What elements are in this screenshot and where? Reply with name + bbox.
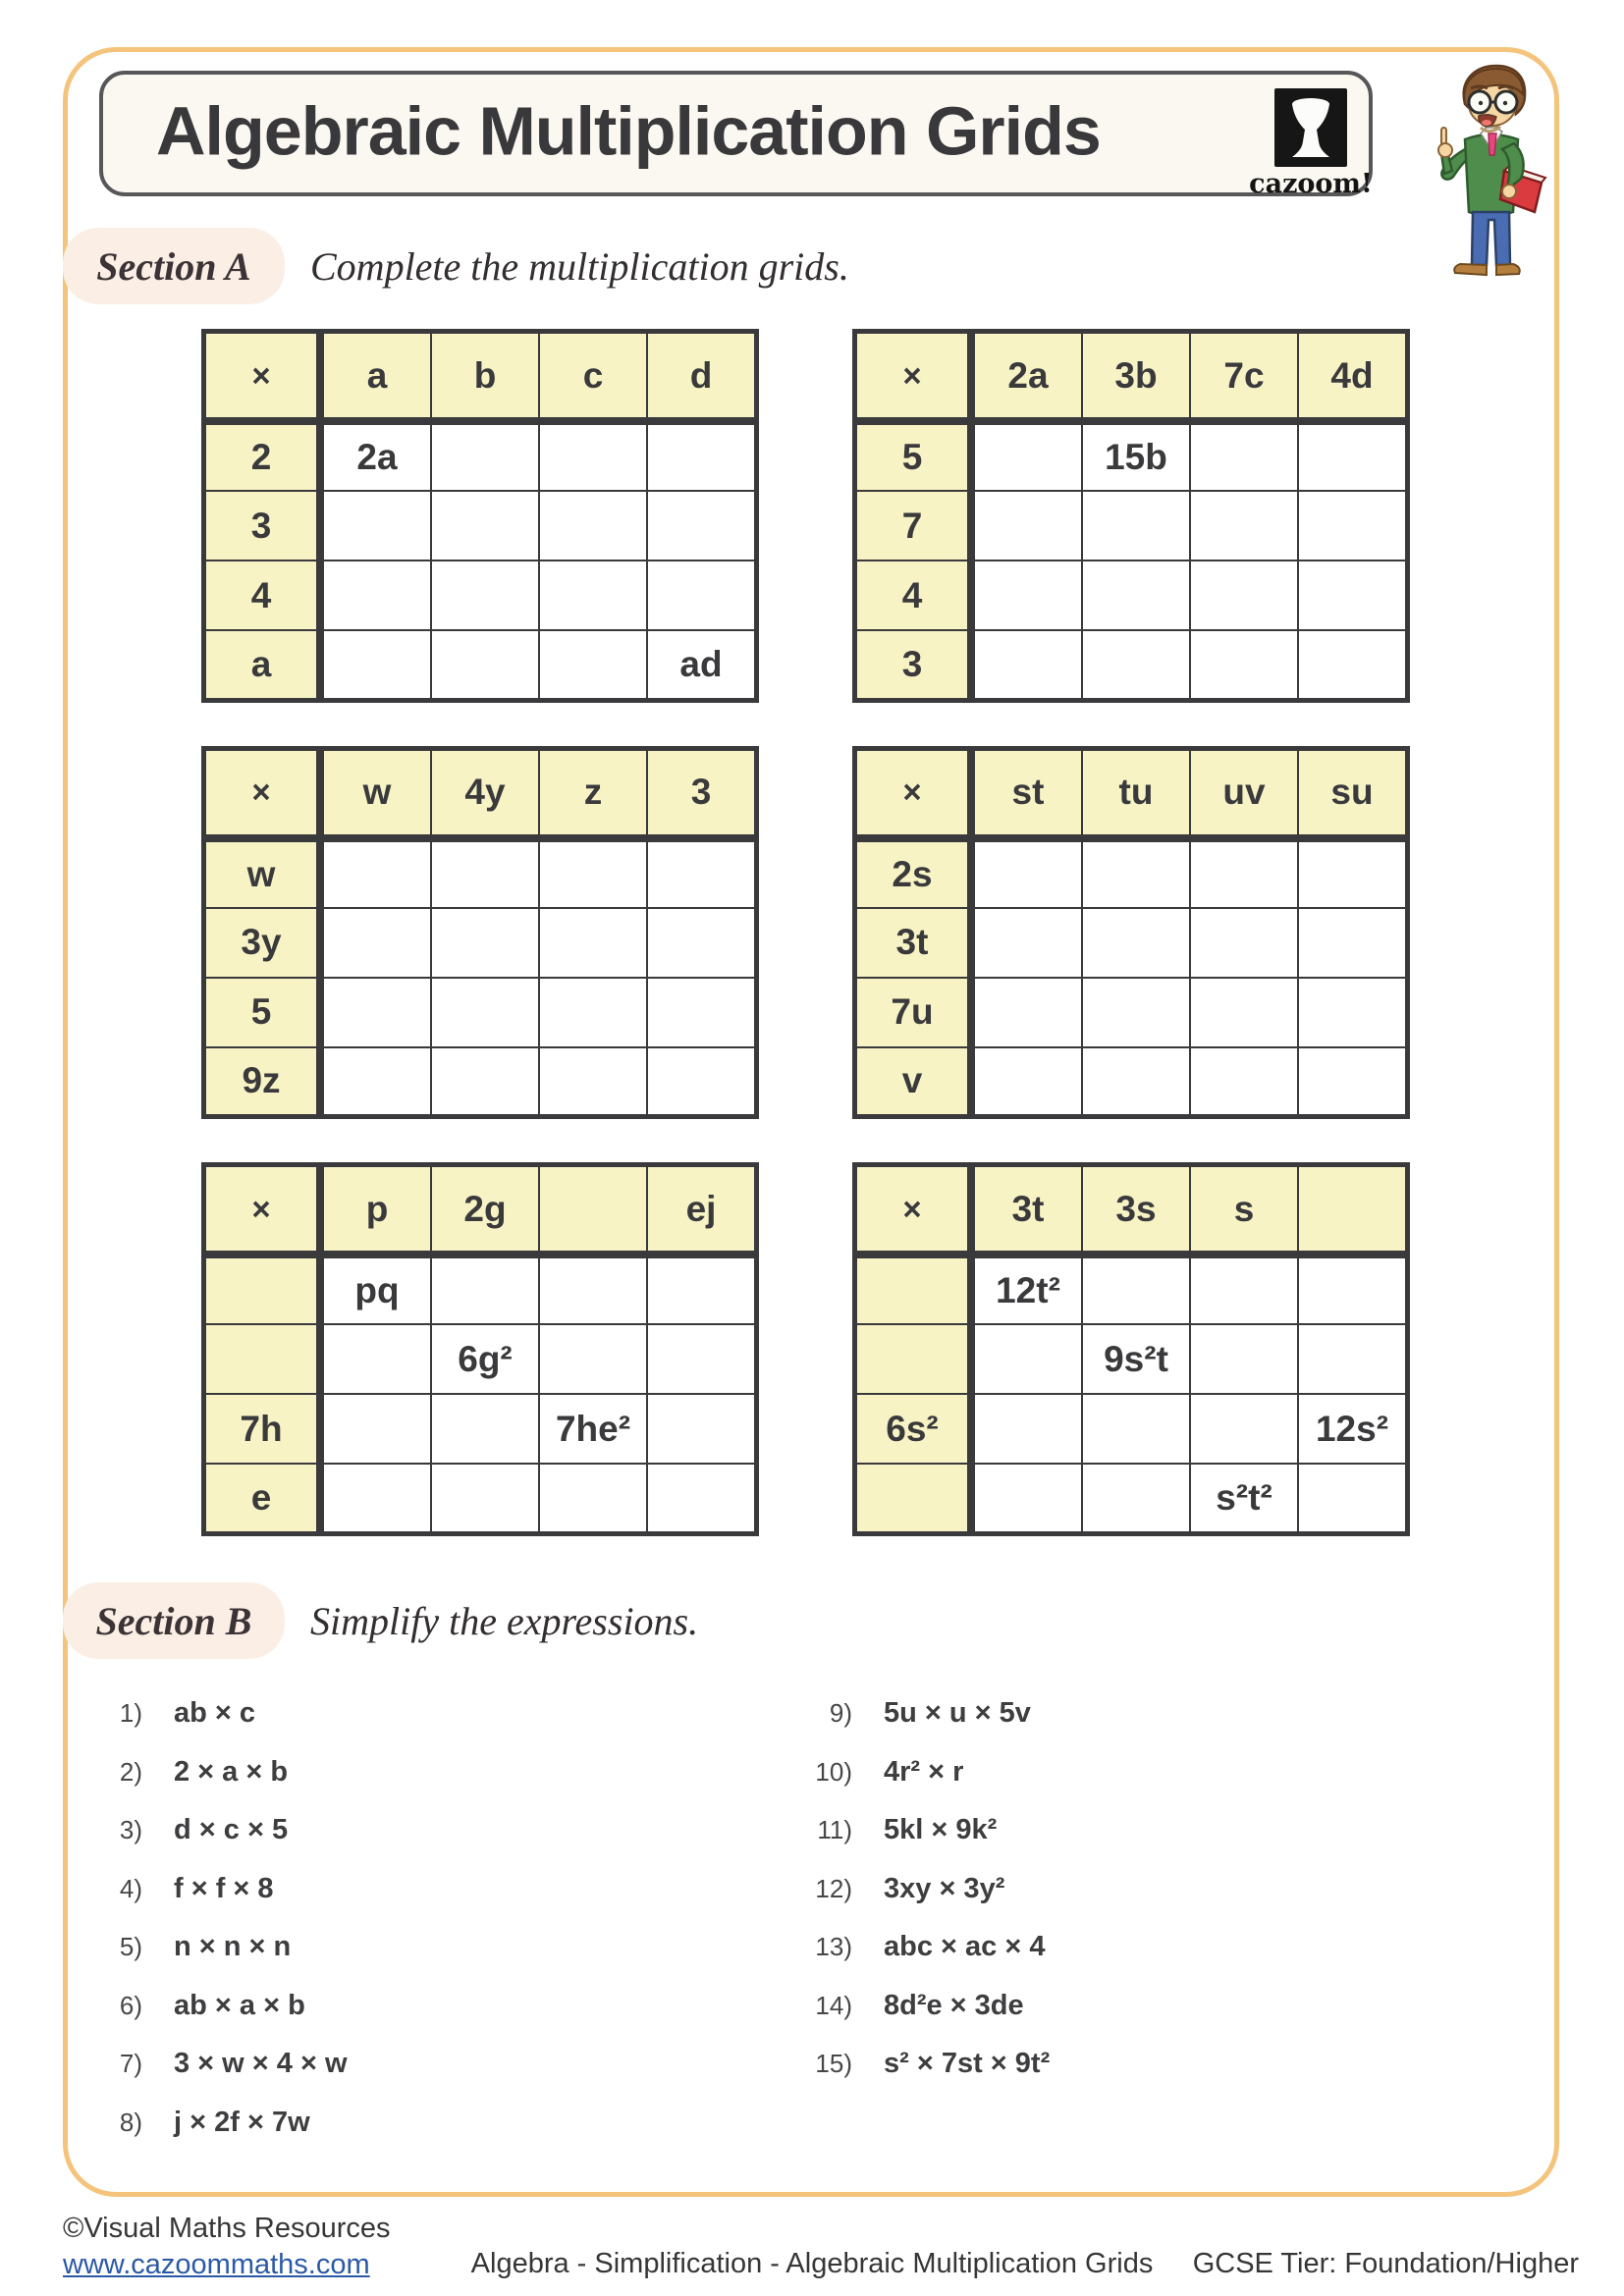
grid-answer-cell [1298, 491, 1408, 561]
cazoom-logo [1232, 88, 1389, 199]
grid-column-header: z [539, 748, 647, 838]
expression-item [93, 1918, 348, 1977]
grid-answer-cell [647, 1255, 757, 1324]
grid-answer-cell [1082, 561, 1190, 630]
footer-tier-text: GCSE Tier: Foundation/Higher [1192, 2248, 1579, 2279]
times-corner-cell: × [855, 1165, 972, 1255]
expression-number: 6) [119, 1990, 142, 2020]
grid-answer-cell [1298, 838, 1408, 908]
grid-answer-cell [971, 1464, 1082, 1533]
grid-column-header: 3b [1082, 332, 1190, 422]
expression-number: 10) [815, 1756, 852, 1787]
grid-answer-cell [1190, 978, 1298, 1047]
grid-filled-cell: 2a [320, 421, 431, 491]
drum-icon [1274, 88, 1347, 167]
grid-column-header: w [320, 748, 431, 838]
grid-answer-cell [971, 1047, 1082, 1117]
expression-item [803, 1918, 1050, 1977]
expression-item [93, 1801, 348, 1860]
grid-answer-cell [1298, 1464, 1408, 1533]
grid-answer-cell [647, 421, 757, 491]
expression-item [93, 1977, 348, 2036]
expression-item [93, 1743, 348, 1802]
grid-answer-cell [971, 630, 1082, 700]
grid-answer-cell [320, 978, 431, 1047]
grid-answer-cell [1190, 908, 1298, 978]
grid-answer-cell [539, 421, 647, 491]
grid-column-header: uv [1190, 748, 1298, 838]
expression-text: ab × a × b [174, 1989, 305, 2021]
grid-row-header: 3 [204, 491, 321, 561]
grid-row-header: 6s² [855, 1394, 972, 1464]
grid-row-header: 3 [855, 630, 972, 700]
grid-answer-cell [971, 421, 1082, 491]
expression-text: 5kl × 9k² [884, 1814, 998, 1846]
grid-2 [852, 329, 1410, 703]
grid-answer-cell [320, 561, 431, 630]
grid-answer-cell [539, 908, 647, 978]
grid-answer-cell [1082, 630, 1190, 700]
grid-answer-cell [320, 838, 431, 908]
expression-item [93, 2094, 348, 2153]
grid-answer-cell [1082, 978, 1190, 1047]
grid-column-header: s [1190, 1165, 1298, 1255]
expression-list-left [93, 1684, 348, 2152]
grid-row-header: w [204, 838, 321, 908]
grid-answer-cell [647, 1047, 757, 1117]
grid-3 [201, 746, 759, 1120]
grid-row-header: 3t [855, 908, 972, 978]
expression-number: 9) [829, 1698, 852, 1729]
grid-answer-cell [320, 1047, 431, 1117]
grid-answer-cell [1082, 838, 1190, 908]
grid-row-header: 2 [204, 421, 321, 491]
times-corner-cell: × [204, 332, 321, 422]
expression-text: 2 × a × b [174, 1755, 289, 1788]
grid-row-header: 2s [855, 838, 972, 908]
logo-wordmark: cazoom! [1249, 169, 1373, 199]
grid-answer-cell [647, 978, 757, 1047]
grid-column-header: 7c [1190, 332, 1298, 422]
grid-answer-cell [1190, 491, 1298, 561]
grid-column-header [539, 1165, 647, 1255]
expression-number: 5) [119, 1932, 142, 1962]
grid-row-header: 7 [855, 491, 972, 561]
expression-item [803, 1860, 1050, 1919]
grid-answer-cell [971, 1324, 1082, 1394]
grid-row-header: 5 [204, 978, 321, 1047]
grid-row-header: 9z [204, 1047, 321, 1117]
copyright-text: ©Visual Maths Resources [63, 2213, 391, 2244]
grid-answer-cell [647, 1464, 757, 1533]
grid-answer-cell [1190, 630, 1298, 700]
grid-answer-cell [539, 1255, 647, 1324]
grid-answer-cell [971, 1394, 1082, 1464]
grid-answer-cell [320, 491, 431, 561]
grid-answer-cell [971, 491, 1082, 561]
grid-answer-cell [1190, 421, 1298, 491]
grid-4 [852, 746, 1410, 1120]
grid-answer-cell [971, 561, 1082, 630]
section-b-instruction: Simplify the expressions. [310, 1599, 699, 1643]
section-a-label: Section A [63, 228, 285, 304]
grid-column-header: 4y [431, 748, 539, 838]
grid-column-header: 4d [1298, 332, 1408, 422]
grid-filled-cell: 12s² [1298, 1394, 1408, 1464]
website-link[interactable]: www.cazoommaths.com [63, 2249, 370, 2280]
grid-answer-cell [1298, 1324, 1408, 1394]
expression-item [93, 2035, 348, 2094]
grid-answer-cell [431, 1394, 539, 1464]
expression-number: 1) [119, 1698, 142, 1729]
grid-column-header: b [431, 332, 539, 422]
expression-text: n × n × n [174, 1931, 292, 1963]
expression-number: 12) [815, 1873, 852, 1903]
grid-answer-cell [431, 1255, 539, 1324]
grid-answer-cell [1190, 1324, 1298, 1394]
expression-text: 3xy × 3y² [884, 1872, 1005, 1904]
grid-answer-cell [539, 1464, 647, 1533]
grid-answer-cell [539, 978, 647, 1047]
grid-answer-cell [1082, 1394, 1190, 1464]
grid-column-header: tu [1082, 748, 1190, 838]
expression-number: 7) [119, 2049, 142, 2079]
grid-answer-cell [539, 1047, 647, 1117]
page-title: Algebraic Multiplication Grids [156, 92, 1101, 170]
grid-answer-cell [1298, 978, 1408, 1047]
grid-answer-cell [539, 1324, 647, 1394]
grid-answer-cell [647, 838, 757, 908]
grid-answer-cell [1298, 1255, 1408, 1324]
expression-item [93, 1684, 348, 1743]
grid-row-header [855, 1324, 972, 1394]
grid-answer-cell [431, 561, 539, 630]
grid-answer-cell [431, 421, 539, 491]
grid-column-header: 3s [1082, 1165, 1190, 1255]
grid-answer-cell [320, 1394, 431, 1464]
grid-answer-cell [1298, 1047, 1408, 1117]
grid-answer-cell [1190, 1255, 1298, 1324]
footer-topic-text: Algebra - Simplification - Algebraic Multiplication Grids [470, 2248, 1154, 2279]
expression-item [803, 1977, 1050, 2036]
expression-text: abc × ac × 4 [884, 1931, 1046, 1963]
grid-filled-cell: pq [320, 1255, 431, 1324]
grid-filled-cell: ad [647, 630, 757, 700]
grid-row-header [204, 1255, 321, 1324]
expression-item [803, 1743, 1050, 1802]
grid-filled-cell: 12t² [971, 1255, 1082, 1324]
grid-answer-cell [320, 908, 431, 978]
expression-number: 8) [119, 2107, 142, 2137]
grid-answer-cell [1190, 561, 1298, 630]
grid-answer-cell [971, 978, 1082, 1047]
grid-column-header: st [971, 748, 1082, 838]
grid-filled-cell: s²t² [1190, 1464, 1298, 1533]
times-corner-cell: × [204, 748, 321, 838]
section-b-label: Section B [63, 1582, 285, 1659]
grid-answer-cell [320, 630, 431, 700]
section-a-instruction: Complete the multiplication grids. [310, 244, 849, 289]
grid-row-header: 3y [204, 908, 321, 978]
grid-row-header [855, 1464, 972, 1533]
grid-filled-cell: 15b [1082, 421, 1190, 491]
grid-row-header: 5 [855, 421, 972, 491]
grid-column-header: 3t [971, 1165, 1082, 1255]
grid-row-header [855, 1255, 972, 1324]
expression-text: 4r² × r [884, 1755, 964, 1788]
grid-answer-cell [431, 838, 539, 908]
grid-answer-cell [431, 630, 539, 700]
expression-text: 3 × w × 4 × w [174, 2048, 348, 2080]
expression-number: 14) [815, 1990, 852, 2020]
grid-answer-cell [539, 491, 647, 561]
expression-item [803, 1684, 1050, 1743]
grid-6 [852, 1162, 1410, 1536]
grid-row-header: 4 [204, 561, 321, 630]
grid-answer-cell [539, 630, 647, 700]
expression-number: 4) [119, 1873, 142, 1903]
grid-row-header: a [204, 630, 321, 700]
grid-answer-cell [1298, 561, 1408, 630]
expression-item [803, 2035, 1050, 2094]
grid-row-header: e [204, 1464, 321, 1533]
times-corner-cell: × [855, 748, 972, 838]
grid-column-header: 3 [647, 748, 757, 838]
grid-column-header: p [320, 1165, 431, 1255]
grid-row-header: v [855, 1047, 972, 1117]
expression-text: 5u × u × 5v [884, 1697, 1031, 1730]
grid-filled-cell: 6g² [431, 1324, 539, 1394]
grid-answer-cell [431, 1464, 539, 1533]
expression-text: d × c × 5 [174, 1814, 289, 1846]
grid-column-header: 2g [431, 1165, 539, 1255]
grid-row-header: 7u [855, 978, 972, 1047]
grid-column-header: 2a [971, 332, 1082, 422]
grid-row-header [204, 1324, 321, 1394]
grid-answer-cell [647, 908, 757, 978]
expression-text: 8d²e × 3de [884, 1989, 1024, 2021]
grid-answer-cell [431, 491, 539, 561]
grid-answer-cell [431, 978, 539, 1047]
expression-text: j × 2f × 7w [174, 2106, 310, 2138]
grid-answer-cell [647, 491, 757, 561]
grid-answer-cell [1298, 421, 1408, 491]
expression-number: 2) [119, 1756, 142, 1787]
expression-text: s² × 7st × 9t² [884, 2048, 1051, 2080]
expression-item [93, 1860, 348, 1919]
grid-5 [201, 1162, 759, 1536]
grid-answer-cell [539, 838, 647, 908]
grid-column-header: su [1298, 748, 1408, 838]
grid-answer-cell [1190, 1047, 1298, 1117]
grid-answer-cell [431, 908, 539, 978]
grid-column-header [1298, 1165, 1408, 1255]
times-corner-cell: × [204, 1165, 321, 1255]
grid-answer-cell [1082, 1255, 1190, 1324]
multiplication-grids [201, 329, 1408, 1536]
grid-filled-cell: 9s²t [1082, 1324, 1190, 1394]
expression-text: f × f × 8 [174, 1872, 274, 1904]
title-bar [99, 71, 1373, 199]
grid-answer-cell [971, 838, 1082, 908]
grid-row-header: 4 [855, 561, 972, 630]
grid-answer-cell [1298, 908, 1408, 978]
times-corner-cell: × [855, 332, 972, 422]
grid-answer-cell [320, 1324, 431, 1394]
grid-column-header: d [647, 332, 757, 422]
grid-answer-cell [647, 561, 757, 630]
teacher-illustration [1412, 63, 1569, 302]
grid-answer-cell [1082, 1047, 1190, 1117]
grid-answer-cell [1082, 1464, 1190, 1533]
grid-answer-cell [431, 1047, 539, 1117]
grid-answer-cell [1082, 908, 1190, 978]
footer-left [63, 2211, 391, 2283]
grid-row-header: 7h [204, 1394, 321, 1464]
expression-list-right [803, 1684, 1050, 2094]
grid-answer-cell [1190, 1394, 1298, 1464]
grid-answer-cell [647, 1394, 757, 1464]
grid-answer-cell [647, 1324, 757, 1394]
grid-answer-cell [1298, 630, 1408, 700]
expression-number: 13) [815, 1932, 852, 1962]
expression-number: 3) [119, 1815, 142, 1845]
expression-number: 15) [815, 2049, 852, 2079]
grid-answer-cell [1082, 491, 1190, 561]
grid-1 [201, 329, 759, 703]
grid-answer-cell [320, 1464, 431, 1533]
grid-answer-cell [971, 908, 1082, 978]
grid-answer-cell [1190, 838, 1298, 908]
grid-answer-cell [539, 561, 647, 630]
expression-number: 11) [817, 1815, 852, 1845]
grid-column-header: c [539, 332, 647, 422]
grid-column-header: ej [647, 1165, 757, 1255]
expression-text: ab × c [174, 1697, 256, 1730]
expression-item [803, 1801, 1050, 1860]
grid-column-header: a [320, 332, 431, 422]
grid-filled-cell: 7he² [539, 1394, 647, 1464]
